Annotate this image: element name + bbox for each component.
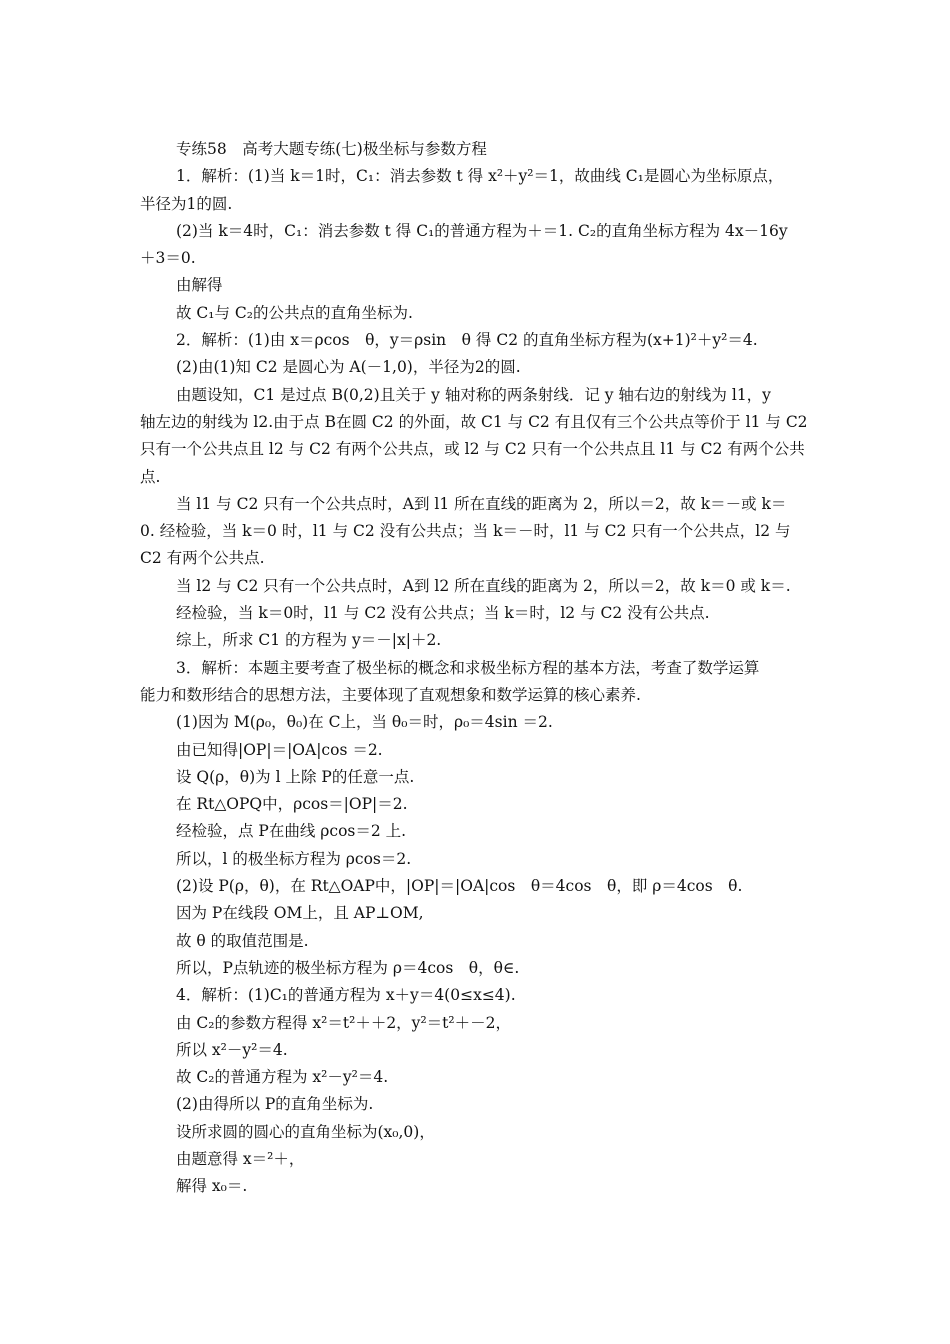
text-line: C2 有两个公共点. xyxy=(140,549,265,568)
text-line: 轴左边的射线为 l2.由于点 B在圆 C2 的外面，故 C1 与 C2 有且仅有三个公共点等价于 l1 与 C2 xyxy=(140,412,808,431)
text-line: 所以 x²－y²＝4. xyxy=(176,1040,288,1059)
text-line: ＋3＝0. xyxy=(140,249,196,268)
text-line: 解得 x₀＝. xyxy=(176,1177,248,1196)
text-line: (2)由(1)知 C2 是圆心为 A(－1,0)，半径为2的圆. xyxy=(176,358,521,377)
text-line: 1．解析：(1)当 k＝1时，C₁：消去参数 t 得 x²＋y²＝1，故曲线 C₁是圆心为坐标原点， xyxy=(176,167,784,186)
text-line: 由题设知，C1 是过点 B(0,2)且关于 y 轴对称的两条射线．记 y 轴右边的射线为 l1，y xyxy=(176,385,771,404)
text-line: 因为 P在线段 OM上，且 AP⊥OM, xyxy=(176,904,424,923)
document-body xyxy=(140,136,814,1201)
text-line: 2．解析：(1)由 x＝ρcos θ，y＝ρsin θ 得 C2 的直角坐标方程为(x+1)²＋y²＝4. xyxy=(176,331,758,350)
text-line: 由解得 xyxy=(176,276,223,295)
text-line: (2)由得所以 P的直角坐标为. xyxy=(176,1095,374,1114)
text-line: 只有一个公共点且 l2 与 C2 有两个公共点，或 l2 与 C2 只有一个公共点且 l1 与 C2 有两个公共 xyxy=(140,440,805,459)
text-line: 设 Q(ρ，θ)为 l 上除 P的任意一点. xyxy=(176,767,415,786)
text-line: 经检验，当 k＝0时，l1 与 C2 没有公共点；当 k＝时，l2 与 C2 没有公共点. xyxy=(176,604,710,623)
text-line: 故 C₁与 C₂的公共点的直角坐标为. xyxy=(176,303,413,322)
text-line: 设所求圆的圆心的直角坐标为(x₀,0)， xyxy=(176,1122,435,1141)
text-line: 经检验，点 P在曲线 ρcos＝2 上. xyxy=(176,822,407,841)
text-line: (2)当 k＝4时，C₁：消去参数 t 得 C₁的普通方程为＋＝1. C₂的直角坐标方程为 4x－16y xyxy=(176,221,788,240)
text-line: 故 C₂的普通方程为 x²－y²＝4. xyxy=(176,1068,389,1087)
text-line: 由已知得|OP|＝|OA|cos ＝2. xyxy=(176,740,383,759)
text-line: 在 Rt△OPQ中，ρcos＝|OP|＝2. xyxy=(176,795,408,814)
text-line: 所以，l 的极坐标方程为 ρcos＝2. xyxy=(176,849,412,868)
text-line: 由 C₂的参数方程得 x²＝t²＋＋2，y²＝t²＋－2， xyxy=(176,1013,511,1032)
text-line: 0. 经检验，当 k＝0 时，l1 与 C2 没有公共点；当 k＝－时，l1 与 C2 只有一个公共点，l2 与 xyxy=(140,522,791,541)
text-line: (2)设 P(ρ，θ)，在 Rt△OAP中，|OP|＝|OA|cos θ＝4cos θ，即 ρ＝4cos θ. xyxy=(176,877,743,896)
page-title: 专练58 高考大题专练(七)极坐标与参数方程 xyxy=(176,140,487,158)
text-line: 所以，P点轨迹的极坐标方程为 ρ＝4cos θ，θ∈. xyxy=(176,958,520,977)
text-line: 当 l2 与 C2 只有一个公共点时，A到 l2 所在直线的距离为 2，所以＝2，故 k＝0 或 k＝. xyxy=(176,576,791,595)
text-line: 故 θ 的取值范围是. xyxy=(176,931,309,950)
text-line: 3．解析：本题主要考查了极坐标的概念和求极坐标方程的基本方法，考查了数学运算 xyxy=(176,658,760,677)
text-line: 半径为1的圆. xyxy=(140,194,233,213)
text-line: (1)因为 M(ρ₀，θ₀)在 C上，当 θ₀＝时，ρ₀＝4sin ＝2. xyxy=(176,713,553,732)
text-line: 能力和数形结合的思想方法，主要体现了直观想象和数学运算的核心素养. xyxy=(140,685,641,704)
text-line: 由题意得 x＝²＋， xyxy=(176,1149,305,1168)
text-line: 综上，所求 C1 的方程为 y＝－|x|＋2. xyxy=(176,631,442,650)
text-lines xyxy=(140,163,814,1200)
text-line: 当 l1 与 C2 只有一个公共点时，A到 l1 所在直线的距离为 2，所以＝2，故 k＝－或 k＝ xyxy=(176,494,787,513)
text-line: 4．解析：(1)C₁的普通方程为 x＋y＝4(0≤x≤4). xyxy=(176,986,516,1005)
text-line: 点. xyxy=(140,467,161,486)
